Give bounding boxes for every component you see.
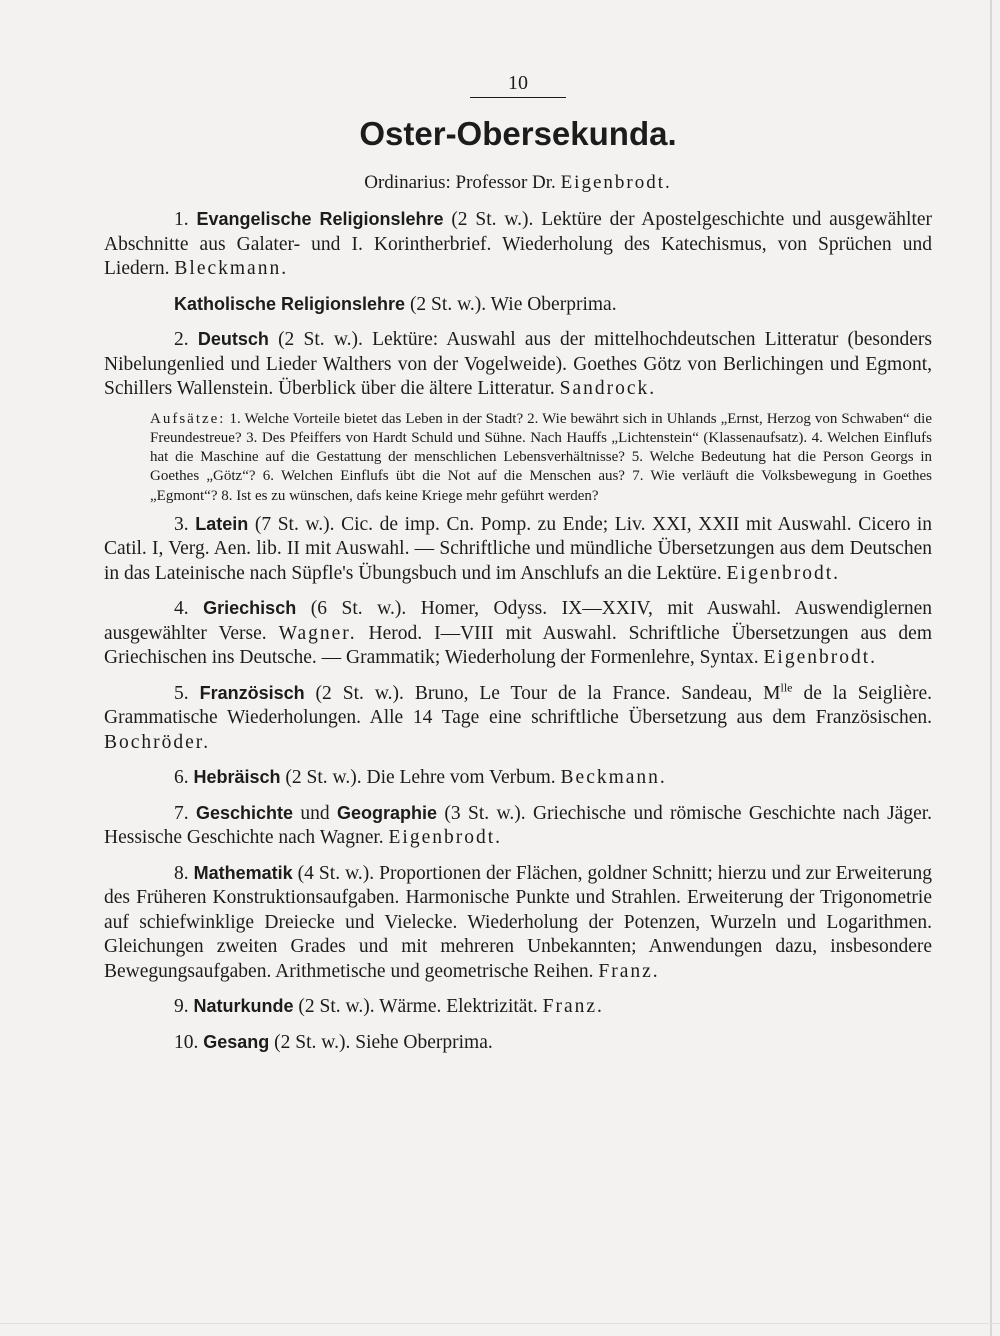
- subject-text: (2 St. w.). Siehe Oberprima.: [269, 1031, 493, 1053]
- page-title: Oster-Obersekunda.: [359, 115, 677, 152]
- subject-entry: [104, 512, 932, 587]
- subject-entry: [104, 292, 932, 318]
- subject-text: (6 St. w.). Homer, Odyss. IX—XXIV, mit Auswahl. Auswendiglernen ausgewählter Verse.: [104, 598, 932, 644]
- subject-text-continued: Herod. I—VIII mit Auswahl. Schriftliche Übersetzungen aus dem Griechischen ins Deutsche. — Grammatik; Wiederholung der Formenlehre, Syntax.: [104, 622, 932, 669]
- subject-text: (2 St. w.). Die Lehre vom Verbum.: [280, 767, 561, 789]
- subject-entry: [104, 681, 932, 756]
- teacher-name: Eigenbrodt.: [388, 827, 503, 849]
- subject-name: Katholische Religionslehre: [174, 293, 406, 314]
- teacher-name: Beckmann.: [560, 767, 667, 789]
- teacher-name: Eigenbrodt.: [726, 562, 841, 584]
- subject-name: Hebräisch: [193, 767, 281, 788]
- subject-name-2: Geographie: [337, 802, 438, 823]
- essay-topics-lead: Aufsätze:: [150, 410, 226, 427]
- subject-number: 8.: [174, 862, 194, 884]
- teacher-name: Bleckmann.: [174, 258, 289, 279]
- ordinarius-name: Eigenbrodt.: [560, 172, 672, 193]
- subject-entry: [104, 1030, 932, 1056]
- teacher-name: Sandrock.: [559, 378, 657, 399]
- subject-text: (2 St. w.). Wie Oberprima.: [405, 293, 617, 315]
- subject-text: (2 St. w.). Lektüre: Auswahl aus der mittelhochdeutschen Litteratur (besonders Nibelungenlied und Lieder Walthers von der Vogelweide). Goethes Götz von Berlichingen und Egmont, Schillers Wallenstein. Überblick über die ältere Litteratur.: [104, 329, 933, 399]
- subject-number: 7.: [174, 802, 196, 824]
- subject-text: (7 St. w.). Cic. de imp. Cn. Pomp. zu Ende; Liv. XXI, XXII mit Auswahl. Cicero in Catil. I, Verg. Aen. lib. II mit Auswahl. — Schriftliche und mündliche Übersetzungen aus dem Deutschen in das Lateinische nach Süpfle's Übungsbuch und im Anschlufs an die Lektüre.: [104, 513, 932, 584]
- subject-name: Latein: [195, 513, 249, 534]
- subject-number: 6.: [174, 767, 194, 789]
- teacher-name: Franz.: [598, 960, 660, 982]
- teacher-name: Franz.: [542, 996, 604, 1018]
- page-number-rule: [470, 97, 566, 98]
- subject-number: 10.: [174, 1031, 204, 1053]
- ordinarius-line: [0, 170, 1000, 196]
- subject-entry: [104, 765, 932, 791]
- subject-entry: [104, 994, 932, 1020]
- subject-name: Naturkunde: [193, 996, 294, 1017]
- subject-entry: [104, 801, 932, 851]
- superscript: lle: [780, 680, 793, 695]
- subject-connector: und: [293, 802, 338, 824]
- teacher-name: Wagner.: [278, 622, 357, 644]
- subject-name: Französisch: [199, 682, 305, 703]
- subject-text: (3 St. w.). Griechische und römische Geschichte nach Jäger. Hessische Geschichte nach Wagner.: [104, 802, 933, 849]
- subject-text: (2 St. w.). Lektüre der Apostelgeschichte und ausgewählter Abschnitte aus Galater- und I. Korintherbrief. Wiederholung des Katechismus, von Sprüchen und Liedern.: [104, 209, 933, 279]
- subject-number: 5.: [174, 682, 200, 704]
- subject-name: Deutsch: [197, 329, 269, 349]
- subject-entry: [104, 596, 932, 671]
- subject-number: 2.: [174, 329, 198, 350]
- subject-number: 4.: [174, 598, 204, 620]
- ordinarius-prefix: Ordinarius: Professor Dr.: [364, 172, 561, 193]
- essay-topics-text: 1. Welche Vorteile bietet das Leben in der Stadt? 2. Wie bewährt sich in Uhlands „Ernst, Herzog von Schwaben“ die Freundestreue? 3. Des Pfeiffers von Hardt Schuld und Sühne. Nach Hauffs „Lichtenstein“ (Klassenaufsatz). 4. Welchen Einflufs hat die Maschine auf die Gestattung der menschlichen Lebensverhältnisse? 5. Welche Bedeutung hat die Person Georgs in Goethes „Götz“? 6. Welchen Einflufs übt die Not auf die Menschen aus? 7. Wie verläuft die Volksbewegung in Goethes „Egmont“? 8. Ist es zu wünschen, dafs keine Kriege mehr geführt werden?: [150, 410, 932, 504]
- essay-topics: [150, 410, 932, 506]
- subject-name: Gesang: [203, 1031, 270, 1052]
- page-number: 10: [508, 72, 528, 94]
- subject-name: Mathematik: [193, 862, 293, 883]
- teacher-name: Bochröder.: [104, 731, 211, 753]
- subject-text: (2 St. w.). Wärme. Elektrizität.: [293, 996, 543, 1018]
- subject-entry: [104, 207, 932, 282]
- subject-text: (4 St. w.). Proportionen der Flächen, goldner Schnitt; hierzu und zur Erweiterung des Früheren Konstruktionsaufgaben. Harmonische Punkte und Strahlen. Erweiterung der Trigonometrie auf schiefwinklige Dreiecke und Vielecke. Wiederholung der Potenzen, Wurzeln und Logarithmen. Gleichungen zweiten Grades und mit mehreren Unbekannten; Anwendungen dazu, insbesondere Bewegungsaufgaben. Arithmetische und geometrische Reihen.: [104, 862, 933, 982]
- page-edge-bottom: [0, 1323, 1000, 1324]
- subject-name: Geschichte: [196, 802, 294, 823]
- subject-number: 3.: [174, 513, 196, 535]
- subject-name: Evangelische Religionslehre: [196, 209, 444, 229]
- subject-number: 9.: [174, 996, 194, 1018]
- subject-text: (2 St. w.). Bruno, Le Tour de la France. Sandeau, M: [304, 682, 781, 704]
- subject-entry: [104, 861, 932, 985]
- page-edge: [990, 0, 992, 1336]
- subject-number: 1.: [174, 209, 197, 230]
- subject-entry: [104, 327, 932, 402]
- subject-text-continued: de la Seiglière. Grammatische Wiederholungen. Alle 14 Tage eine schriftliche Übersetzung aus dem Französischen.: [104, 682, 932, 729]
- teacher-name-2: Eigenbrodt.: [763, 647, 878, 669]
- subject-list: [104, 207, 932, 1065]
- subject-name: Griechisch: [203, 598, 297, 619]
